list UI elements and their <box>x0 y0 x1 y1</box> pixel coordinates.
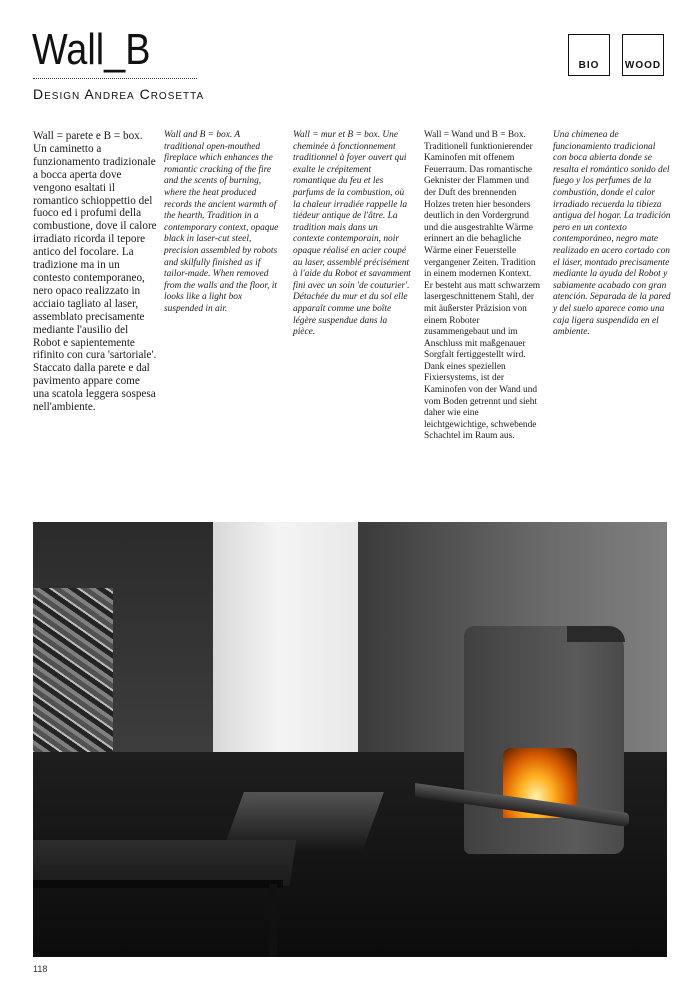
photo-fireplace-top <box>567 626 625 642</box>
description-french <box>293 130 411 339</box>
description-french-text: Wall = mur et B = box. Une cheminée à fonctionnement traditionnel à foyer ouvert qui exalte le crépitement romantique du feu et les parfums de la combustion, où la chaleur irradiée rappelle la tiédeur antique de l'âtre. La tradition mais dans un contexte contemporain, noir opaque réalisé en acier coupé au laser, assemblé précisément à l'aide du Robot et savamment fini avec un soin 'de couturier'. Détachée du mur et du sol elle apparaît comme une boîte légère suspendue dans la pièce. <box>293 130 411 338</box>
designer-credit: Design Andrea Crosetta <box>33 86 205 102</box>
bio-badge: BIO <box>568 34 610 76</box>
product-title: Wall_B <box>32 25 151 74</box>
photo-artwork <box>33 588 113 764</box>
photo-table-leg <box>269 884 277 957</box>
description-english <box>164 130 282 316</box>
description-german-text: Wall = Wand und B = Box. Traditionell funktionierender Kaminofen mit offenem Feuerraum. Das romantische Geknister der Flammen und der Duft des brennenden Holzes treten hier besonders deutlich in den Vordergrund und die ausgestrahlte Wärme erinnert an die behagliche Wärme einer Feuerstelle vergangener Zeiten. Tradition in einem modernen Kontext. Er besteht aus matt schwarzem lasergeschnittenem Stahl, der mit äußerster Präzision von einem Roboter zusammengebaut und im Anschluss mit maßgenauer Sorgfalt fertiggestellt wird. Dank eines speziellen Fixiersystems, ist der Kaminofen von der Wand und vom Boden getrennt und sieht daher wie eine leichtgewichtige, schwebende Schachtel im Raum aus. <box>424 130 541 442</box>
description-english-text: Wall and B = box. A traditional open-mouthed fireplace which enhances the romantic cracking of the fire and the scents of burning, where the heat produced records the ancient warmth of the hearth. Tradition in a contemporary context, opaque black in laser-cut steel, precision assembled by robots and skilfully finished as if tailor-made. When removed from the walls and the floor, it looks like a light box suspended in air. <box>164 130 279 314</box>
page-number: 118 <box>33 964 48 974</box>
photo-table-edge <box>33 880 283 888</box>
description-german <box>424 130 542 443</box>
description-italian <box>33 130 157 414</box>
description-spanish-text: Una chimenea de funcionamiento tradicional con boca abierta donde se resalta el romántico sonido del fuego y los perfumes de la combustión, donde el calor irradiado recuerda la tibieza antigua del hogar. La tradición pero en un contexto contemporáneo, negro mate realizado en acero cortado con el láser, montado precisamente mediante la ayuda del Robot y sabiamente acabado con gran atención. Separada de la pared y del suelo aparece como una caja ligera suspendida en el ambiente. <box>553 130 671 338</box>
title-divider <box>33 78 197 79</box>
description-italian-text: Wall = parete e B = box. Un caminetto a funzionamento tradizionale a bocca aperta dove vengono esaltati il romantico schioppettio del fuoco ed i profumi della combustione, dove il calore irradiato ricorda il tepore antico del focolare. La tradizione ma in un contesto contemporaneo, nero opaco realizzato in acciaio tagliato al laser, assemblato precisamente mediante l'ausilio del Robot e sapientemente rifinito con cura 'sartoriale'. Staccato dalla parete e dal pavimento appare come una scatola leggera sospesa nell'ambiente. <box>33 130 157 414</box>
product-photo <box>33 522 667 957</box>
wood-badge: WOOD <box>622 34 664 76</box>
description-spanish <box>553 130 671 339</box>
